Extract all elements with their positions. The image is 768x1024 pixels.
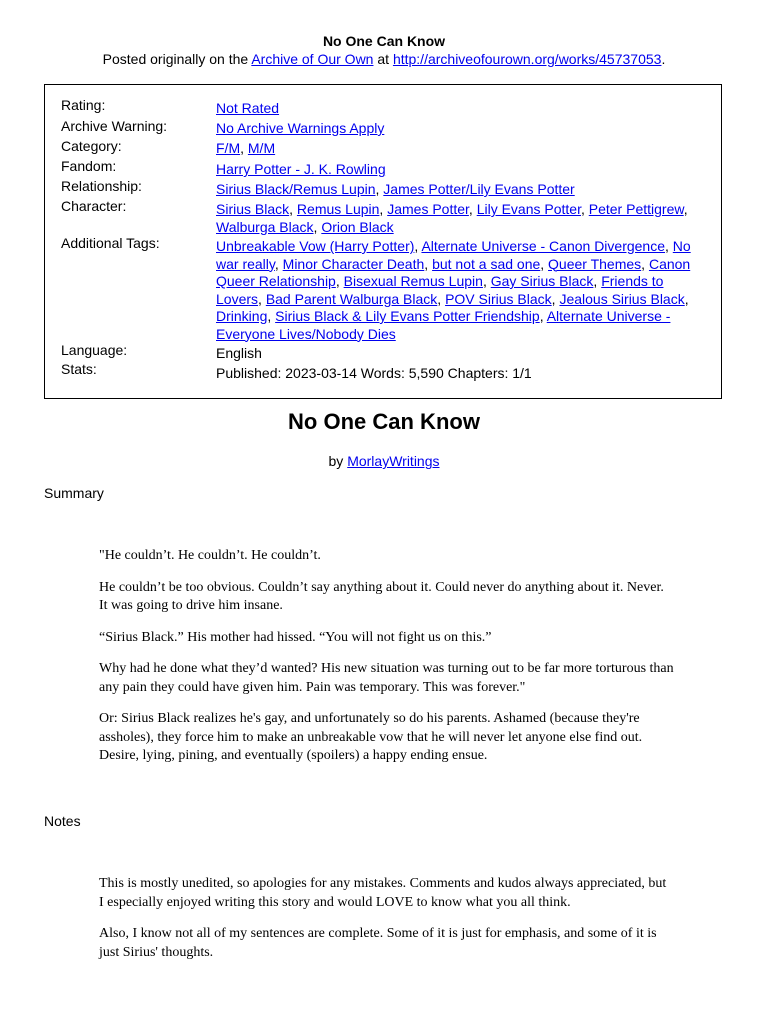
tags-value [216,238,711,343]
tags-tag-link[interactable]: Queer Themes [548,255,642,272]
character-tag-link[interactable]: Walburga Black [216,218,314,235]
tags-tag-link[interactable]: Jealous Sirius Black [559,290,685,307]
relationship-label: Relationship: [61,178,142,194]
separator: , [313,218,322,235]
separator: , [375,181,384,197]
byline [0,453,768,469]
separator: , [683,201,688,217]
separator: , [665,238,673,254]
fandom-value [216,161,711,179]
tags-tag-link[interactable]: Bad Parent Walburga Black [265,290,438,307]
posted-prefix: Posted originally on the [102,51,252,67]
work-title: No One Can Know [288,409,480,434]
character-tag-link[interactable]: James Potter [387,201,469,217]
separator: , [274,255,283,272]
warning-label: Archive Warning: [61,118,168,134]
at-text: at [373,51,393,67]
summary-paragraph: “Sirius Black.” His mother had hissed. “You will not fight us on this.” [99,629,492,645]
tags-tag-link[interactable]: POV Sirius Black [445,290,552,307]
separator: , [240,140,248,156]
relationship-tag-link[interactable]: Sirius Black/Remus Lupin [216,181,376,197]
tags-tag-link[interactable]: Minor Character Death [282,255,425,272]
character-tag-link[interactable]: Lily Evans Potter [476,201,581,217]
by-text: by [328,453,348,469]
separator: , [641,255,649,272]
category-tag-link[interactable]: M/M [247,140,276,156]
metadata-box [44,84,722,399]
separator: , [468,201,477,217]
separator: , [289,201,297,217]
posted-line [0,50,768,68]
character-label: Character: [61,198,127,214]
tags-tag-link[interactable]: Drinking [216,308,268,324]
fandom-label: Fandom: [61,158,117,174]
stats-value: Published: 2023-03-14 Words: 5,590 Chapters: 1/1 [216,365,532,381]
notes-body [99,875,674,975]
separator: , [580,201,589,217]
character-value [216,201,711,236]
summary-paragraph: He couldn’t be too obvious. Couldn’t say anything about it. Could never do anything about it. Never. It was going to drive him insane. [99,579,664,613]
tags-tag-link[interactable]: Unbreakable Vow (Harry Potter) [216,238,415,254]
author-link[interactable]: MorlayWritings [347,453,440,469]
character-tag-link[interactable]: Remus Lupin [296,201,380,217]
warning-value [216,120,711,138]
character-tag-link[interactable]: Orion Black [321,218,394,235]
summary-paragraph: Or: Sirius Black realizes he's gay, and unfortunately so do his parents. Ashamed (because they're assholes), they force him to make an unbreakable vow that he will never let anyone else find out. Desire, lying, pining, and eventually (spoilers) a happy ending ensue. [99,711,643,763]
category-label: Category: [61,138,122,154]
category-tag-link[interactable]: F/M [216,140,241,156]
notes-paragraph: Also, I know not all of my sentences are complete. Some of it is just for emphasis, and some of it is just Sirius' thoughts. [99,926,657,960]
tags-tag-link[interactable]: No war really [216,238,691,272]
fandom-tag-link[interactable]: Harry Potter - J. K. Rowling [216,161,386,177]
tags-tag-link[interactable]: but not a sad one [432,255,541,272]
separator: , [414,238,422,254]
tags-tag-link[interactable]: Bisexual Remus Lupin [343,273,483,289]
summary-paragraph: Why had he done what they’d wanted? His new situation was turning out to be far more torturous than any pain they could have given him. Pain was temporary. This was forever." [99,661,674,695]
tags-tag-link[interactable]: Canon Queer Relationship [216,255,691,289]
separator: , [379,201,388,217]
notes-heading: Notes [44,813,81,829]
tags-tag-link[interactable]: Friends to Lovers [216,273,664,307]
work-url-link[interactable]: http://archiveofourown.org/works/45737053 [392,51,662,67]
separator: , [593,273,602,289]
rating-value [216,100,711,118]
header-title: No One Can Know [322,33,446,49]
warning-tag-link[interactable]: No Archive Warnings Apply [216,120,385,136]
character-tag-link[interactable]: Sirius Black [216,201,290,217]
archive-link[interactable]: Archive of Our Own [251,51,374,67]
summary-paragraph: "He couldn’t. He couldn’t. He couldn’t. [99,548,321,563]
character-tag-link[interactable]: Peter Pettigrew [588,201,684,217]
tags-tag-link[interactable]: Alternate Universe - Everyone Lives/Nobody Dies [216,308,671,342]
language-value: English [216,345,262,361]
tags-tag-link[interactable]: Sirius Black & Lily Evans Potter Friendship [275,308,540,324]
separator: , [335,273,344,289]
relationship-tag-link[interactable]: James Potter/Lily Evans Potter [383,181,575,197]
separator: , [267,308,276,324]
document-header [0,32,768,68]
summary-heading: Summary [44,485,104,501]
separator: , [258,290,266,307]
language-label: Language: [61,342,128,358]
separator: , [424,255,433,272]
separator: , [539,308,547,324]
separator: , [437,290,446,307]
tags-tag-link[interactable]: Gay Sirius Black [490,273,594,289]
rating-tag-link[interactable]: Not Rated [216,100,280,116]
relationship-value [216,181,711,199]
notes-paragraph: This is mostly unedited, so apologies for any mistakes. Comments and kudos always appreciated, but I especially enjoyed writing this story and would LOVE to know what you all think. [99,876,667,910]
separator: , [551,290,560,307]
category-value [216,140,711,158]
summary-body [99,547,674,779]
separator: , [540,255,549,272]
rating-label: Rating: [61,97,106,113]
separator: , [684,290,689,307]
tags-tag-link[interactable]: Alternate Universe - Canon Divergence [421,238,666,254]
tags-label: Additional Tags: [61,235,160,251]
separator: , [482,273,491,289]
period: . [661,51,666,67]
stats-label: Stats: [61,361,97,377]
